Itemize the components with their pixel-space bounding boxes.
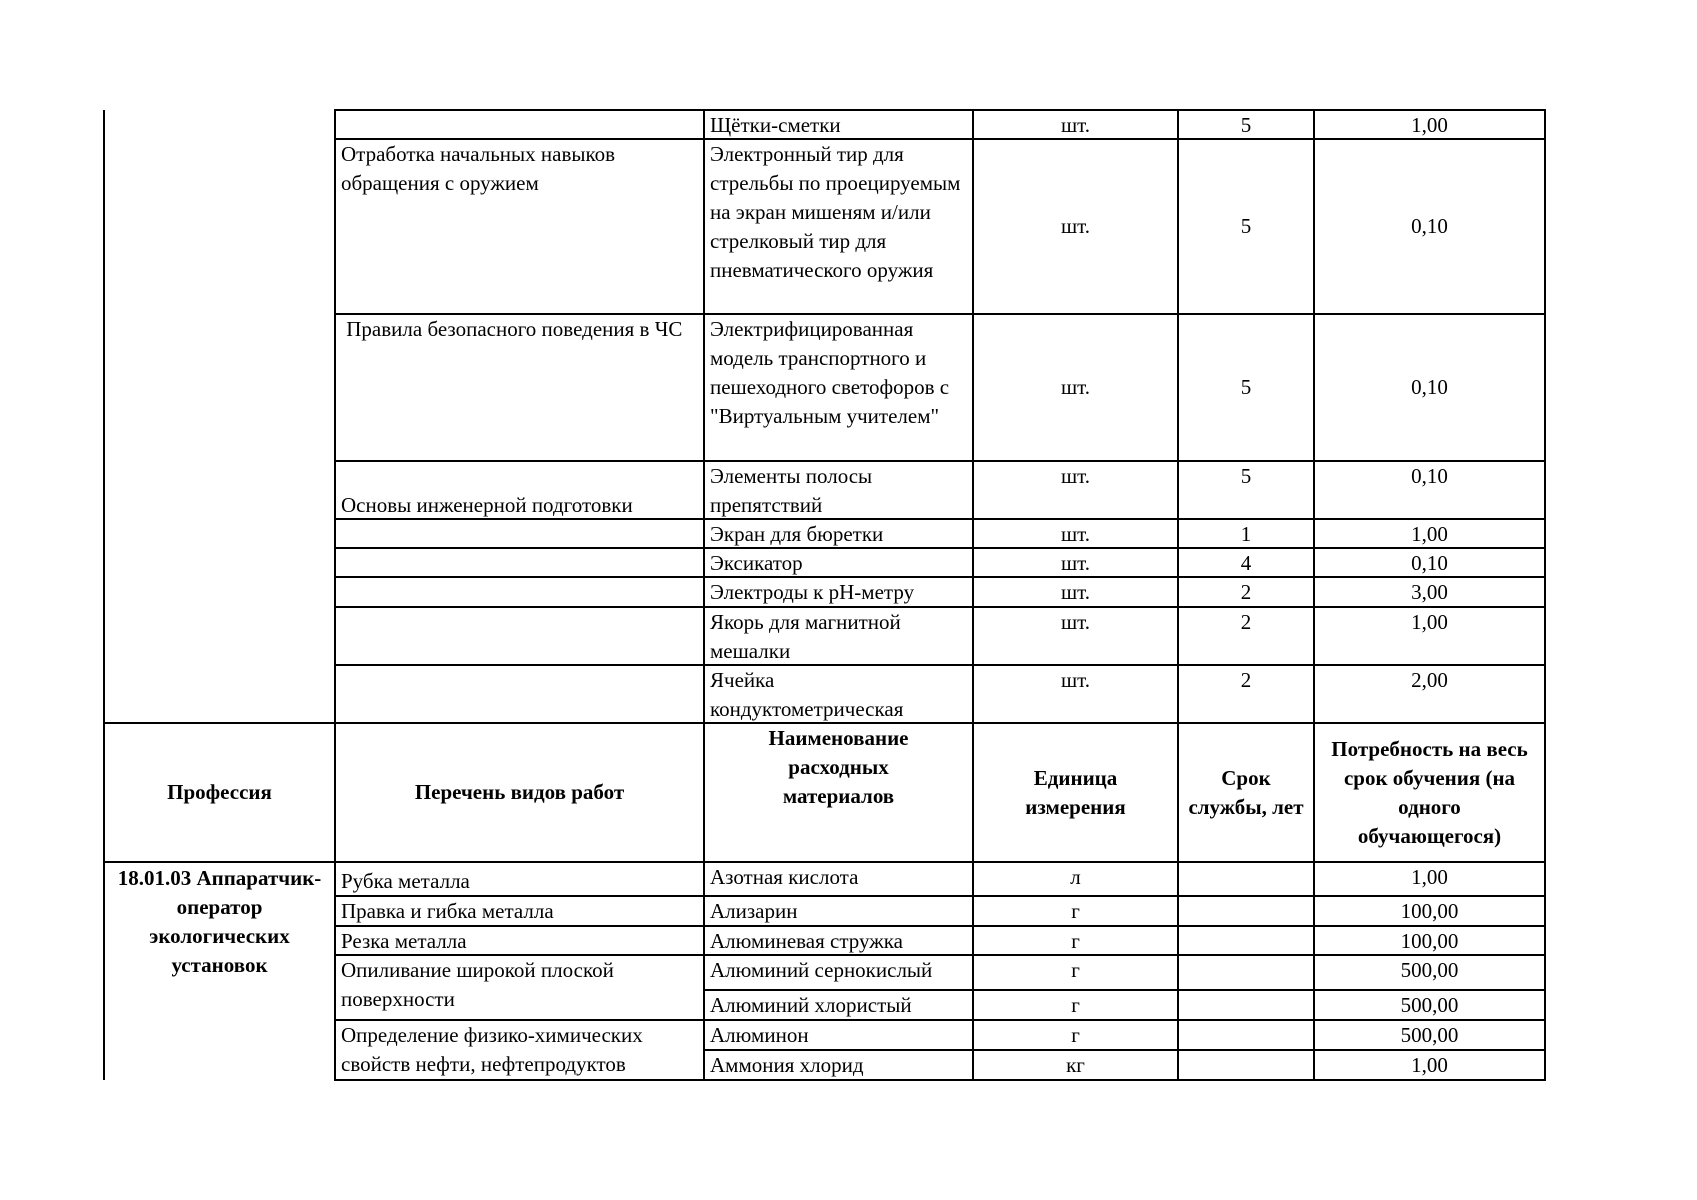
header-material: Наименование расходных материалов (768, 726, 909, 808)
header-term: Срок службы, лет (1188, 765, 1304, 819)
term-cell: 1 (1240, 522, 1252, 546)
term-cell: 5 (1240, 113, 1252, 137)
unit-cell: шт. (1060, 610, 1091, 634)
need-cell: 500,00 (1400, 958, 1459, 982)
work-cell: Рубка металла (341, 869, 470, 893)
profession-cell: 18.01.03 Аппаратчик-оператор экологических установок (117, 866, 322, 977)
work-cell (336, 578, 703, 606)
material-cell: Азотная кислота (710, 865, 859, 889)
term-cell: 5 (1240, 375, 1252, 399)
material-cell: Электрифицированная модель транспортного и пешеходного светофоров с "Виртуальным учителем" (710, 317, 950, 428)
term-cell: 2 (1240, 610, 1252, 634)
need-cell: 500,00 (1400, 993, 1459, 1017)
term-cell: 4 (1240, 551, 1252, 575)
unit-cell: г (1071, 929, 1080, 953)
unit-cell: шт. (1060, 375, 1091, 399)
material-cell: Алюминий сернокислый (710, 958, 933, 982)
header-need: Потребность на весь срок обучения (на одного обучающегося) (1331, 736, 1528, 848)
work-cell: Опиливание широкой плоской поверхности (341, 958, 614, 1011)
material-cell: Эксикатор (710, 551, 803, 575)
term-cell: 2 (1240, 580, 1252, 604)
need-cell: 3,00 (1411, 580, 1448, 604)
header-work: Перечень видов работ (414, 780, 625, 804)
material-cell: Электроды к pH-метру (710, 580, 915, 604)
term-cell (1179, 1021, 1313, 1049)
unit-cell: г (1071, 899, 1080, 923)
work-cell (336, 520, 703, 547)
work-cell: Определение физико-химических свойств нефти, нефтепродуктов (341, 1023, 643, 1076)
term-cell: 5 (1240, 214, 1252, 238)
term-cell (1179, 927, 1313, 954)
work-cell: Резка металла (341, 929, 467, 953)
term-cell (1179, 1051, 1313, 1079)
material-cell: Алюминон (710, 1023, 809, 1047)
header-unit: Единица измерения (1025, 765, 1126, 819)
need-cell: 1,00 (1411, 113, 1448, 137)
material-cell: Якорь для магнитной мешалки (710, 610, 901, 663)
term-cell (1179, 897, 1313, 925)
work-cell (336, 608, 703, 664)
work-cell: Правка и гибка металла (341, 899, 554, 923)
material-cell: Алюминевая стружка (710, 929, 903, 953)
need-cell: 0,10 (1411, 214, 1448, 238)
term-cell: 5 (1240, 464, 1252, 488)
term-cell (1179, 956, 1313, 989)
need-cell: 1,00 (1411, 865, 1448, 889)
unit-cell: шт. (1060, 580, 1091, 604)
unit-cell: л (1070, 865, 1081, 889)
term-cell: 2 (1240, 668, 1252, 692)
unit-cell: кг (1066, 1053, 1085, 1077)
unit-cell: шт. (1060, 464, 1091, 488)
need-cell: 1,00 (1411, 610, 1448, 634)
need-cell: 500,00 (1400, 1023, 1459, 1047)
unit-cell: шт. (1060, 113, 1091, 137)
need-cell: 100,00 (1400, 899, 1459, 923)
unit-cell: шт. (1060, 668, 1091, 692)
need-cell: 0,10 (1411, 375, 1448, 399)
need-cell: 2,00 (1411, 668, 1448, 692)
work-cell: Отработка начальных навыков обращения с оружием (341, 142, 616, 195)
material-cell: Аммония хлорид (710, 1053, 864, 1077)
need-cell: 100,00 (1400, 929, 1459, 953)
material-cell: Ячейка кондуктометрическая (710, 668, 904, 721)
material-cell: Ализарин (710, 899, 798, 923)
material-cell: Экран для бюретки (710, 522, 884, 546)
need-cell: 0,10 (1411, 464, 1448, 488)
unit-cell: шт. (1060, 214, 1091, 238)
work-cell (336, 549, 703, 576)
material-cell: Алюминий хлористый (710, 993, 912, 1017)
table-border (1544, 110, 1546, 1081)
unit-cell: шт. (1060, 522, 1091, 546)
need-cell: 0,10 (1411, 551, 1448, 575)
material-cell: Щётки-сметки (710, 113, 841, 137)
unit-cell: г (1071, 993, 1080, 1017)
table-border (334, 1079, 1546, 1081)
need-cell: 1,00 (1411, 1053, 1448, 1077)
term-cell (1179, 863, 1313, 895)
term-cell (1179, 991, 1313, 1019)
work-cell: Правила безопасного поведения в ЧС (341, 317, 683, 341)
need-cell: 1,00 (1411, 522, 1448, 546)
work-cell (336, 666, 703, 722)
unit-cell: г (1071, 958, 1080, 982)
material-cell: Элементы полосы препятствий (710, 464, 873, 517)
header-profession: Профессия (167, 780, 272, 804)
material-cell: Электронный тир для стрельбы по проецируемым на экран мишеням и/или стрелковый тир для пневматического оружия (710, 142, 961, 282)
unit-cell: шт. (1060, 551, 1091, 575)
unit-cell: г (1071, 1023, 1080, 1047)
work-cell: Основы инженерной подготовки (341, 493, 633, 517)
work-cell (336, 111, 703, 138)
